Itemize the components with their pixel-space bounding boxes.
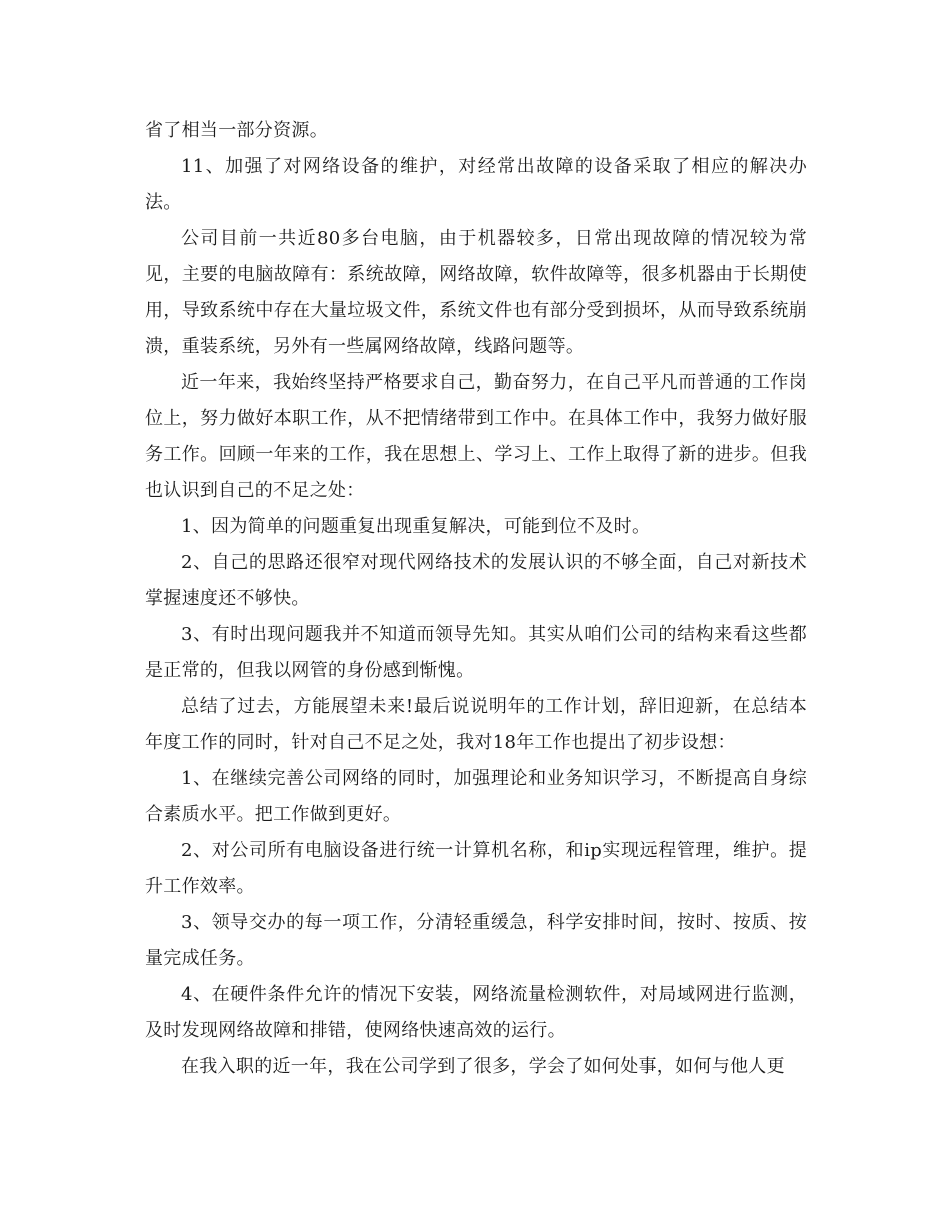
paragraph-continued: 省了相当一部分资源。 xyxy=(145,120,328,141)
paragraph-plan-1: 1、在继续完善公司网络的同时，加强理论和业务知识学习，不断提高自身综合素质水平。把工作做到更好。 xyxy=(145,768,807,825)
paragraph-computer-faults: 公司目前一共近80多台电脑，由于机器较多，日常出现故障的情况较为常见，主要的电脑故障有：系统故障，网络故障，软件故障等，很多机器由于长期使用，导致系统中存在大量垃圾文件，系统文件也有部分受到损坏，从而导致系统崩溃，重装系统，另外有一些属网络故障，线路问题等。 xyxy=(145,228,807,357)
paragraph-self-review: 近一年来，我始终坚持严格要求自己，勤奋努力，在自己平凡而普通的工作岗位上，努力做好本职工作，从不把情绪带到工作中。在具体工作中，我努力做好服务工作。回顾一年来的工作，我在思想上、学习上、工作上取得了新的进步。但我也认识到自己的不足之处： xyxy=(145,372,807,501)
document-body xyxy=(145,113,807,1085)
paragraph-plan-intro: 总结了过去，方能展望未来!最后说说明年的工作计划，辞旧迎新，在总结本年度工作的同时，针对自己不足之处，我对18年工作也提出了初步设想： xyxy=(145,696,807,753)
paragraph-plan-3: 3、领导交办的每一项工作，分清轻重缓急，科学安排时间，按时、按质、按量完成任务。 xyxy=(145,912,807,969)
paragraph-closing: 在我入职的近一年，我在公司学到了很多，学会了如何处事，如何与他人更 xyxy=(181,1056,785,1077)
paragraph-item-11: 11、加强了对网络设备的维护，对经常出故障的设备采取了相应的解决办法。 xyxy=(145,156,807,213)
paragraph-shortcoming-3: 3、有时出现问题我并不知道而领导先知。其实从咱们公司的结构来看这些都是正常的，但我以网管的身份感到惭愧。 xyxy=(145,624,807,681)
paragraph-shortcoming-1: 1、因为简单的问题重复出现重复解决，可能到位不及时。 xyxy=(181,516,651,537)
paragraph-shortcoming-2: 2、自己的思路还很窄对现代网络技术的发展认识的不够全面，自己对新技术掌握速度还不够快。 xyxy=(145,552,807,609)
paragraph-plan-2: 2、对公司所有电脑设备进行统一计算机名称，和ip实现远程管理，维护。提升工作效率。 xyxy=(145,840,807,897)
paragraph-plan-4: 4、在硬件条件允许的情况下安装，网络流量检测软件，对局域网进行监测，及时发现网络故障和排错，使网络快速高效的运行。 xyxy=(145,984,807,1041)
